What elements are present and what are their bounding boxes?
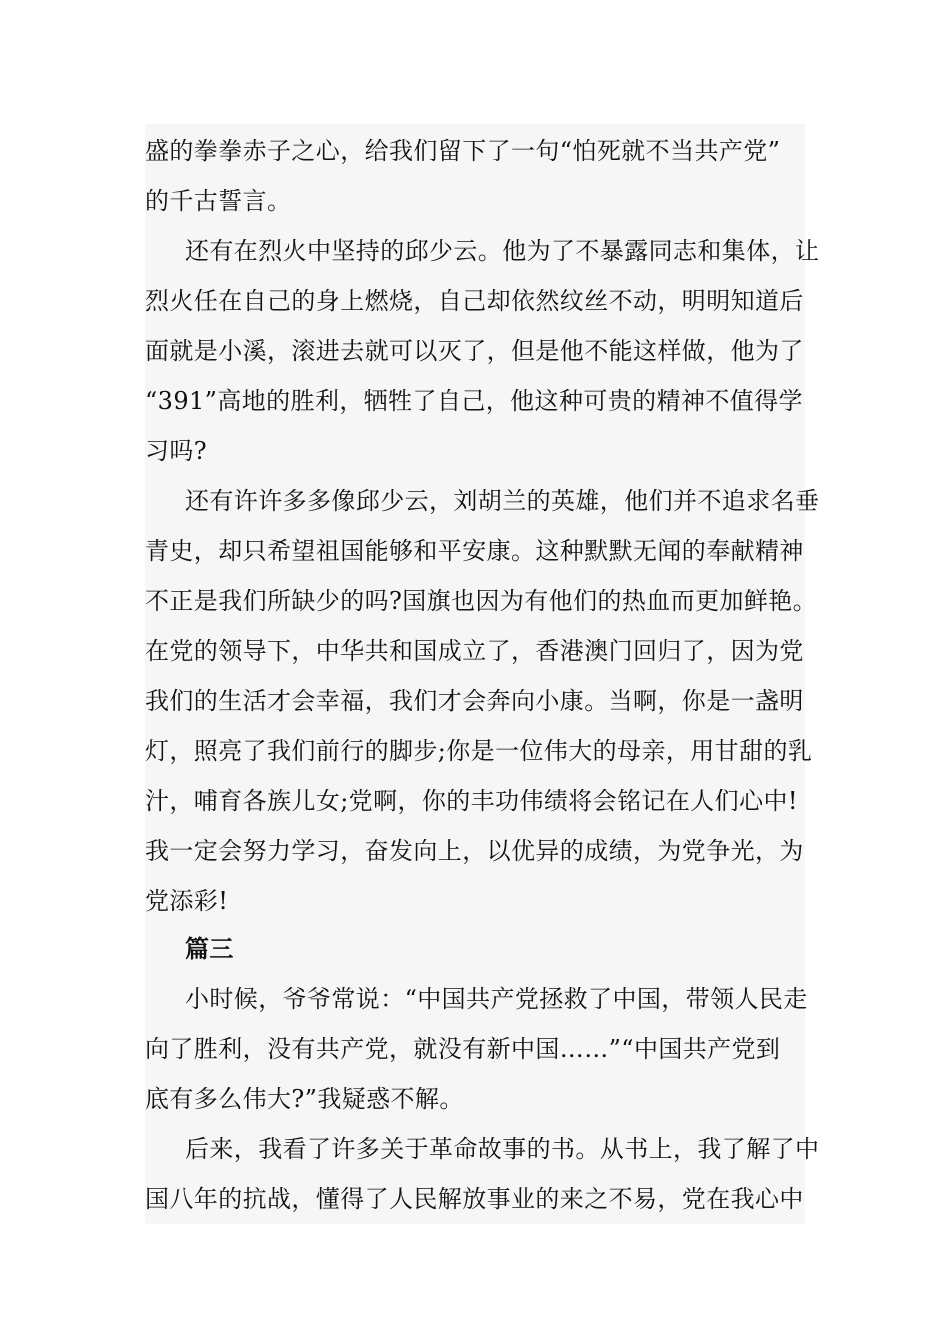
text-line: 盛的拳拳赤子之心，给我们留下了一句“怕死就不当共产党” bbox=[145, 137, 781, 165]
text-line: 党添彩! bbox=[145, 887, 229, 915]
paragraph-first-line: 小时候，爷爷常说：“中国共产党拯救了中国，带领人民走 bbox=[185, 985, 808, 1013]
section-heading: 篇三 bbox=[185, 935, 234, 963]
text-line: 烈火任在自己的身上燃烧，自己却依然纹丝不动，明明知道后 bbox=[145, 287, 804, 315]
text-line: 在党的领导下，中华共和国成立了，香港澳门回归了，因为党 bbox=[145, 637, 804, 665]
text-line: “391”高地的胜利，牺牲了自己，他这种可贵的精神不值得学 bbox=[145, 387, 803, 415]
paragraph-first-line: 还有在烈火中坚持的邱少云。他为了不暴露同志和集体，让 bbox=[185, 237, 820, 265]
text-line: 向了胜利，没有共产党，就没有新中国……”“中国共产党到 bbox=[145, 1035, 781, 1063]
text-line: 不正是我们所缺少的吗?国旗也因为有他们的热血而更加鲜艳。 bbox=[145, 587, 818, 615]
paragraph-first-line: 后来，我看了许多关于革命故事的书。从书上，我了解了中 bbox=[185, 1135, 820, 1163]
text-line: 青史，却只希望祖国能够和平安康。这种默默无闻的奉献精神 bbox=[145, 537, 804, 565]
text-line: 我一定会努力学习，奋发向上，以优异的成绩，为党争光，为 bbox=[145, 837, 804, 865]
text-line: 底有多么伟大?”我疑惑不解。 bbox=[145, 1085, 464, 1113]
text-line: 灯，照亮了我们前行的脚步;你是一位伟大的母亲，用甘甜的乳 bbox=[145, 737, 813, 765]
text-line: 习吗? bbox=[145, 437, 208, 465]
text-line: 的千古誓言。 bbox=[145, 187, 292, 215]
paragraph-first-line: 还有许许多多像邱少云，刘胡兰的英雄，他们并不追求名垂 bbox=[185, 487, 820, 515]
text-line: 我们的生活才会幸福，我们才会奔向小康。当啊，你是一盏明 bbox=[145, 687, 804, 715]
text-line: 国八年的抗战，懂得了人民解放事业的来之不易，党在我心中 bbox=[145, 1185, 804, 1213]
text-line: 面就是小溪，滚进去就可以灭了，但是他不能这样做，他为了 bbox=[145, 337, 804, 365]
text-line: 汁，哺育各族儿女;党啊，你的丰功伟绩将会铭记在人们心中! bbox=[145, 787, 798, 815]
